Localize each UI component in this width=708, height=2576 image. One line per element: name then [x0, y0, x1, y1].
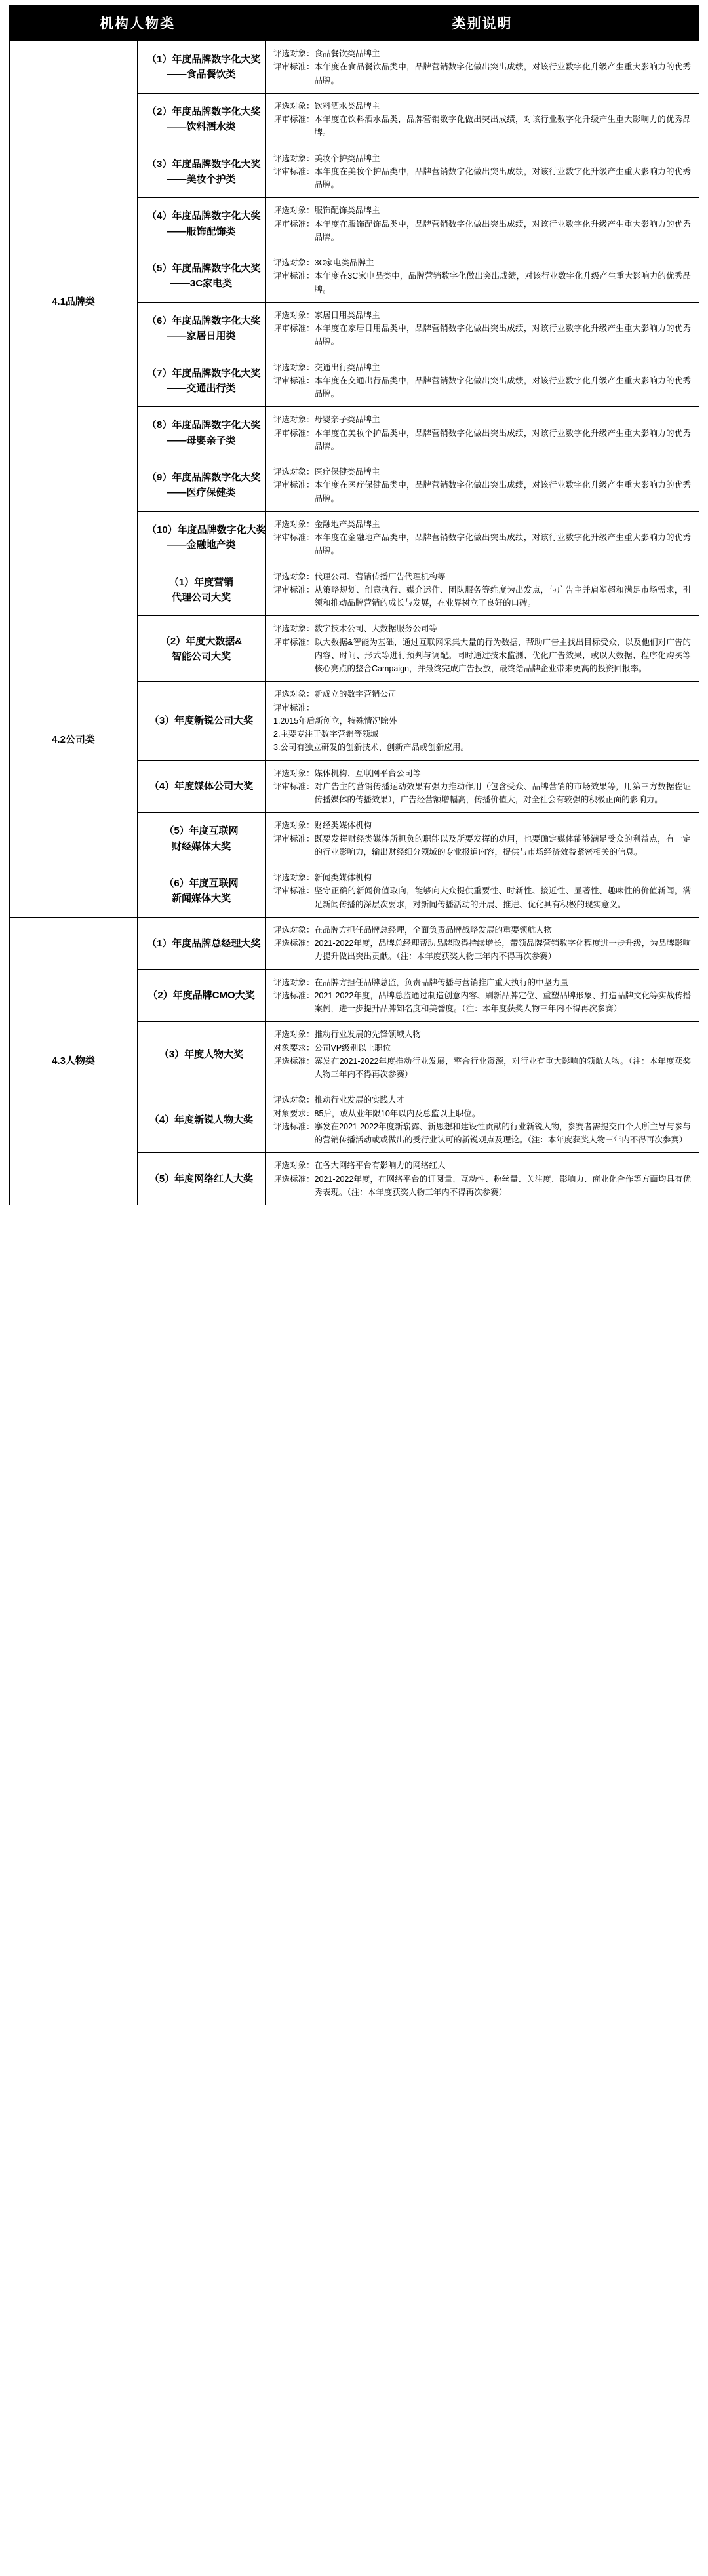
- description-value: 2021-2022年度，在网络平台的订阅量、互动性、粉丝量、关注度、影响力、商业化合作等方面均具有优秀表现。（注：本年度获奖人物三年内不得再次参赛）: [314, 1174, 691, 1197]
- description-label: 评审标准：: [273, 781, 315, 791]
- award-name: [138, 302, 266, 355]
- description-entry: [273, 47, 691, 60]
- description-entry: [273, 1173, 691, 1200]
- description-entry: [273, 1028, 691, 1041]
- award-name-line: 财经媒体大奖: [171, 840, 231, 852]
- award-name-line: 新闻媒体大奖: [171, 893, 231, 905]
- description-value: 本年度在金融地产品类中，品牌营销数字化做出突出成绩，对该行业数字化升级产生重大影响力的优秀品牌。: [314, 533, 691, 556]
- award-description: [266, 198, 699, 250]
- description-entry: [273, 570, 691, 583]
- award-name-line: （5）年度品牌数字化大奖: [147, 263, 261, 275]
- description-value: 从策略规划、创意执行、媒介运作、团队服务等维度为出发点，与广告主并肩塑超和满足市场需求，引领和推动品牌营销的成长与发展，在业界树立了良好的口碑。: [314, 585, 691, 608]
- awards-document: [0, 0, 708, 1215]
- description-label: 评选标准：: [273, 1056, 315, 1066]
- description-entry: [273, 780, 691, 807]
- award-name: [138, 616, 266, 682]
- description-entry: [273, 204, 691, 217]
- description-label: 评审标准：: [273, 324, 315, 333]
- description-value: 本年度在医疗保健品类中，品牌营销数字化做出突出成绩，对该行业数字化升级产生重大影响力的优秀品牌。: [314, 480, 691, 503]
- description-label: 评审标准：: [273, 62, 315, 72]
- award-name-line: （9）年度品牌数字化大奖: [147, 472, 261, 484]
- award-name: [138, 760, 266, 813]
- award-name-line: （3）年度人物大奖: [159, 1049, 244, 1061]
- description-label: 评选对象：: [273, 1095, 315, 1105]
- award-description: [266, 1153, 699, 1205]
- award-name-line: ——家居日用类: [167, 330, 236, 342]
- description-label: 评审标准：: [273, 219, 315, 229]
- description-value: 2021-2022年度，品牌总监通过制造创意内容、刷新品牌定位、重塑品牌形象、打造品牌文化等实战传播案例，进一步提升品牌知名度和美誉度。（注：本年度获奖人物三年内不得再次参赛）: [314, 990, 691, 1013]
- award-description: [266, 1022, 699, 1087]
- description-entry: [273, 1159, 691, 1172]
- description-entry: [273, 518, 691, 531]
- description-value: 本年度在美妆个护品类中，品牌营销数字化做出突出成绩，对该行业数字化升级产生重大影响力的优秀品牌。: [314, 428, 691, 451]
- description-entry: [273, 767, 691, 780]
- description-label: 评审标准：: [273, 115, 315, 124]
- award-name-line: （1）年度品牌总经理大奖: [147, 937, 261, 949]
- description-entry: [273, 256, 691, 269]
- award-name: [138, 355, 266, 407]
- description-value: 媒体机构、互联网平台公司等: [314, 768, 422, 778]
- description-value: 85后，或从业年限10年以内及总监以上职位。: [314, 1108, 481, 1118]
- award-description: [266, 93, 699, 146]
- header-row: [10, 6, 699, 41]
- description-label: 评审标准：: [273, 376, 315, 385]
- award-name-line: （5）年度网络红人大奖: [149, 1173, 254, 1184]
- table-row: [10, 564, 699, 616]
- description-value: 在各大网络平台有影响力的网络红人: [314, 1161, 446, 1171]
- award-name: [138, 93, 266, 146]
- description-entry: [273, 832, 691, 859]
- description-value: 代理公司、营销传播厂告代理机构等: [314, 572, 446, 581]
- table-header: [10, 6, 699, 41]
- award-description: [266, 407, 699, 459]
- description-label: 评选对象：: [273, 821, 315, 830]
- description-label: 评选对象：: [273, 1030, 315, 1040]
- description-label: 评选标准：: [273, 1174, 315, 1184]
- award-name: [138, 146, 266, 198]
- description-label: 评审标准：: [273, 271, 315, 281]
- award-name-line: （6）年度品牌数字化大奖: [147, 315, 261, 326]
- description-value: 食品餐饮类品牌主: [314, 49, 380, 58]
- description-label: 评选对象：: [273, 153, 315, 163]
- description-entry: [273, 413, 691, 426]
- description-entry: [273, 1093, 691, 1106]
- description-line: 3.公司有独立研发的创新技术、创新产品或创新应用。: [273, 743, 469, 752]
- description-value: 交通出行类品牌主: [314, 362, 380, 372]
- award-name: [138, 564, 266, 616]
- description-value: 本年度在家居日用品类中，品牌营销数字化做出突出成绩，对该行业数字化升级产生重大影响力的优秀品牌。: [314, 324, 691, 347]
- description-value: 公司VP级别以上职位: [314, 1043, 391, 1053]
- description-label: 对象要求：: [273, 1043, 315, 1053]
- award-description: [266, 917, 699, 969]
- description-label: 评选对象：: [273, 624, 315, 634]
- description-line: 1.2015年后新创立，特殊情况除外: [273, 716, 397, 726]
- award-name: [138, 1022, 266, 1087]
- description-value: 本年度在食品餐饮品类中，品牌营销数字化做出突出成绩，对该行业数字化升级产生重大影响力的优秀品牌。: [314, 62, 691, 85]
- description-label: 评审标准：: [273, 834, 315, 844]
- description-entry: [273, 884, 691, 911]
- award-name: [138, 813, 266, 865]
- award-description: [266, 616, 699, 682]
- description-label: 评选标准：: [273, 1122, 315, 1131]
- award-name-line: ——3C家电类: [170, 278, 233, 290]
- award-name-line: （4）年度新锐人物大奖: [149, 1114, 254, 1126]
- description-entry: [273, 583, 691, 610]
- award-name-line: （2）年度品牌CMO大奖: [148, 990, 255, 1002]
- description-label: 评选对象：: [273, 519, 315, 529]
- description-label: 评选对象：: [273, 572, 315, 581]
- description-value: 服饰配饰类品牌主: [314, 206, 380, 216]
- award-description: [266, 760, 699, 813]
- description-entry: [273, 478, 691, 505]
- award-name-line: （10）年度品牌数字化大奖: [147, 524, 266, 536]
- description-value: 坚守正确的新闻价值取向，能够向大众提供重要性、时新性、接近性、显著性、趣味性的价值新闻，满足新闻传播的深层次要求，对新闻传播活动的开展、推进、优化具有积极的现实意义。: [314, 886, 691, 909]
- award-name-line: （3）年度品牌数字化大奖: [147, 158, 261, 170]
- award-description: [266, 1087, 699, 1153]
- award-description: [266, 511, 699, 564]
- description-label: 评选标准：: [273, 939, 315, 948]
- description-entry: [273, 871, 691, 884]
- description-entry: [273, 465, 691, 478]
- description-entry: [273, 165, 691, 192]
- description-value: 金融地产类品牌主: [314, 519, 380, 529]
- award-name-line: （7）年度品牌数字化大奖: [147, 367, 261, 379]
- description-label: 评选对象：: [273, 206, 315, 216]
- description-value: 对广告主的营销传播运动效果有强力推动作用（包含受众、品牌营销的市场效果等，用第三方数据佐证传播媒体的传播效果），广告经营额增幅高，传播价值大，对全社会有较强的积极正面的影响力。: [314, 781, 691, 804]
- description-label: 评选对象：: [273, 873, 315, 882]
- description-entry: [273, 622, 691, 635]
- award-name-line: 智能公司大奖: [171, 650, 231, 662]
- award-name: [138, 865, 266, 918]
- description-entry: [273, 989, 691, 1016]
- description-value: 3C家电类品牌主: [314, 258, 374, 267]
- award-name: [138, 682, 266, 760]
- award-name-line: ——食品餐饮类: [167, 69, 236, 81]
- description-value: 推动行业发展的实践人才: [314, 1095, 405, 1105]
- description-value: 2021-2022年度，品牌总经理帮助品牌取得持续增长，带领品牌营销数字化程度进一步升级，为品牌影响力提升做出突出贡献。（注：本年度获奖人物三年内不得再次参赛）: [314, 939, 691, 962]
- description-entry: [273, 976, 691, 989]
- award-name-line: （5）年度互联网: [164, 825, 239, 837]
- award-description: [266, 813, 699, 865]
- description-label: 评审标准：: [273, 585, 315, 595]
- award-description: [266, 41, 699, 94]
- description-label: 评选对象：: [273, 415, 315, 425]
- award-description: [266, 146, 699, 198]
- group-label: 4.1品牌类: [10, 41, 138, 564]
- description-label: 对象要求：: [273, 1108, 315, 1118]
- award-name-line: （2）年度品牌数字化大奖: [147, 106, 261, 117]
- award-description: [266, 250, 699, 303]
- award-name: [138, 41, 266, 94]
- description-value: 既要发挥财经类媒体所担负的职能以及所要发挥的功用，也要确定媒体能够满足受众的利益点，有一定的行业影响力，输出财经细分领域的专业报道内容，提供与市场经济效益紧密相关的信息。: [314, 834, 691, 857]
- award-name: [138, 1153, 266, 1205]
- award-name-line: ——交通出行类: [167, 382, 236, 394]
- description-label: 评选对象：: [273, 690, 315, 699]
- award-name-line: （8）年度品牌数字化大奖: [147, 420, 261, 431]
- award-description: [266, 564, 699, 616]
- award-name-line: （1）年度品牌数字化大奖: [147, 54, 261, 66]
- award-name: [138, 511, 266, 564]
- description-value: 饮料酒水类品牌主: [314, 101, 380, 111]
- award-name-line: ——服饰配饰类: [167, 225, 236, 237]
- description-value: 以大数据&智能为基础，通过互联网采集大量的行为数据，帮助广告主找出目标受众，以及他们对广告的内容、时间、形式等进行预判与调配。同时通过技术监测、优化广告效果，或以大数据、程序化购买等核心亮点的整合Campaign，并最终完成广告投放，最终给品牌企业带来更高的投资回报率。: [314, 637, 691, 673]
- description-value: 美妆个护类品牌主: [314, 153, 380, 163]
- award-name: [138, 969, 266, 1022]
- description-entry: [273, 100, 691, 113]
- description-value: 本年度在交通出行品类中，品牌营销数字化做出突出成绩，对该行业数字化升级产生重大影响力的优秀品牌。: [314, 376, 691, 399]
- description-value: 寨发在2021-2022年度推动行业发展，整合行业资源，对行业有重大影响的领航人物。（注：本年度获奖人物三年内不得再次参赛）: [314, 1056, 691, 1079]
- description-label: 评选对象：: [273, 925, 315, 935]
- description-entry: [273, 322, 691, 349]
- description-label: 评审标准：: [273, 886, 315, 896]
- description-value: 本年度在美妆个护品类中，品牌营销数字化做出突出成绩，对该行业数字化升级产生重大影响力的优秀品牌。: [314, 166, 691, 189]
- award-name-line: ——美妆个护类: [167, 173, 236, 185]
- group-label: 4.2公司类: [10, 564, 138, 917]
- description-label: 评审标准：: [273, 480, 315, 490]
- description-label: 评选标准：: [273, 990, 315, 1000]
- description-value: 寨发在2021-2022年度新崭露、新思想和建设性贡献的行业新锐人物，参赛者需提交由个人所主导与参与的营销传播活动或或做出的受行业认可的新锐观点及理论。（注：本年度获奖人物三年内不得再次参赛）: [314, 1122, 691, 1144]
- description-value: 家居日用类品牌主: [314, 310, 380, 320]
- award-name-line: ——金融地产类: [167, 539, 236, 551]
- description-label: 评选对象：: [273, 362, 315, 372]
- description-entry: [273, 701, 691, 714]
- description-entry: [273, 309, 691, 322]
- description-label: 评选对象：: [273, 768, 315, 778]
- award-name-line: 代理公司大奖: [171, 591, 231, 603]
- description-entry: [273, 819, 691, 832]
- group-label: 4.3人物类: [10, 917, 138, 1205]
- description-entry: [273, 688, 691, 701]
- description-entry: [273, 113, 691, 140]
- description-entry: [273, 924, 691, 937]
- description-entry: [273, 60, 691, 87]
- header-cell-description: 类别说明: [266, 6, 699, 41]
- description-label: 评选对象：: [273, 467, 315, 477]
- award-name-line: （1）年度营销: [168, 576, 234, 588]
- description-entry: [273, 1120, 691, 1147]
- award-name: [138, 459, 266, 512]
- description-label: 评选对象：: [273, 310, 315, 320]
- description-line: 2.主要专注于数字营销等领域: [273, 730, 379, 739]
- table-body: [10, 41, 699, 1205]
- award-description: [266, 459, 699, 512]
- award-name-line: （6）年度互联网: [164, 878, 239, 889]
- award-description: [266, 302, 699, 355]
- award-name: [138, 250, 266, 303]
- description-entry: [273, 427, 691, 454]
- description-value: 本年度在服饰配饰品类中，品牌营销数字化做出突出成绩，对该行业数字化升级产生重大影响力的优秀品牌。: [314, 219, 691, 242]
- description-entry: [273, 636, 691, 676]
- table-row: [10, 41, 699, 94]
- award-name-line: ——饮料酒水类: [167, 121, 236, 133]
- description-entry: [273, 361, 691, 374]
- description-label: 评审标准：: [273, 533, 315, 542]
- description-entry: [273, 152, 691, 165]
- description-label: 评选对象：: [273, 1161, 315, 1171]
- description-label: 评选对象：: [273, 101, 315, 111]
- description-entry: [273, 1107, 691, 1120]
- award-name: [138, 1087, 266, 1153]
- description-entry: [273, 218, 691, 244]
- description-entry: [273, 374, 691, 401]
- award-description: [266, 355, 699, 407]
- description-label: 评审标准：: [273, 703, 315, 712]
- description-value: 财经类媒体机构: [314, 821, 372, 830]
- award-description: [266, 969, 699, 1022]
- award-name: [138, 917, 266, 969]
- description-value: 本年度在3C家电品类中，品牌营销数字化做出突出成绩，对该行业数字化升级产生重大影响力的优秀品牌。: [314, 271, 691, 294]
- description-value: 在品牌方担任品牌总监，负责品牌传播与营销推广重大执行的中坚力量: [314, 977, 569, 987]
- description-value: 新闻类媒体机构: [314, 873, 372, 882]
- award-description: [266, 865, 699, 918]
- description-entry: [273, 1055, 691, 1082]
- award-name: [138, 407, 266, 459]
- award-name-line: （4）年度媒体公司大奖: [149, 781, 254, 792]
- description-entry: [273, 1042, 691, 1055]
- award-name-line: （2）年度大数据&: [160, 635, 243, 647]
- description-value: 新成立的数字营销公司: [314, 690, 397, 699]
- description-entry: [273, 269, 691, 296]
- description-value: 数字技术公司、大数据服务公司等: [314, 624, 438, 634]
- header-cell-category: 机构人物类: [10, 6, 266, 41]
- description-label: 评审标准：: [273, 637, 315, 647]
- description-value: 医疗保健类品牌主: [314, 467, 380, 477]
- description-entry: [273, 531, 691, 558]
- description-label: 评选对象：: [273, 49, 315, 58]
- description-label: 评选对象：: [273, 258, 315, 267]
- award-name: [138, 198, 266, 250]
- description-label: 评审标准：: [273, 166, 315, 176]
- award-name-line: （3）年度新锐公司大奖: [149, 715, 254, 727]
- description-value: 推动行业发展的先锋领域人物: [314, 1030, 422, 1040]
- award-name-line: ——医疗保健类: [167, 487, 236, 499]
- description-label: 评审标准：: [273, 428, 315, 438]
- award-description: [266, 682, 699, 760]
- awards-table: [9, 5, 699, 1205]
- description-label: 评选对象：: [273, 977, 315, 987]
- description-value: 母婴亲子类品牌主: [314, 415, 380, 425]
- description-value: 在品牌方担任品牌总经理，全面负责品牌战略发展的重要领航人物: [314, 925, 553, 935]
- award-name-line: （4）年度品牌数字化大奖: [147, 210, 261, 222]
- award-name-line: ——母婴亲子类: [167, 435, 236, 446]
- table-row: [10, 917, 699, 969]
- description-entry: [273, 937, 691, 964]
- description-value: 本年度在饮料酒水品类，品牌营销数字化做出突出成绩，对该行业数字化升级产生重大影响力的优秀品牌。: [314, 115, 691, 138]
